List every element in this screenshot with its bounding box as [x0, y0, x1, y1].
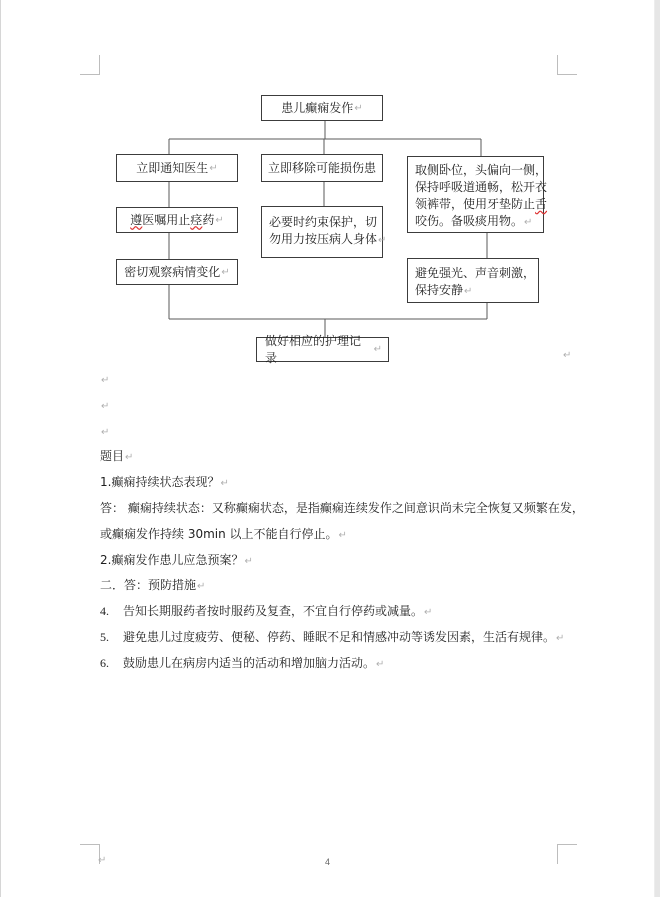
paragraph-mark-icon: ↵ [556, 632, 565, 644]
heading-text: 题目 [100, 449, 125, 464]
document-body [100, 367, 584, 677]
flow-box-positioning [407, 156, 548, 233]
list-number: 5. [100, 629, 109, 644]
flow-box-line: 必要时约束保护，切 [269, 215, 378, 229]
section-heading [100, 444, 570, 470]
list-item [100, 599, 570, 625]
paragraph-mark-icon: ↵ [424, 607, 433, 619]
paragraph-mark-icon: ↵ [338, 529, 347, 541]
answer-1-line-2 [100, 522, 570, 548]
crop-mark-bottom-right [557, 844, 577, 864]
list-number: 6. [100, 655, 109, 670]
paragraph-mark-icon: ↵ [101, 375, 110, 386]
flow-box-line: 保持呼吸道通畅，松开衣 [415, 180, 548, 194]
paragraph-mark-icon: ↵ [209, 162, 218, 174]
paragraph-mark-icon: ↵ [464, 286, 473, 297]
flow-box-remove-hazards [261, 154, 383, 182]
spellcheck-flagged-text: 舌 [535, 197, 548, 211]
answer-1-line-1 [100, 496, 584, 522]
answer-2-heading [100, 573, 570, 599]
flow-box-text: 医嘱用止 [142, 212, 191, 227]
flow-box-text: 药 [202, 212, 215, 227]
list-item [100, 625, 570, 651]
empty-paragraph [100, 367, 570, 393]
flow-box-line: 取侧卧位，头偏向一侧， [415, 163, 548, 177]
answer-text: 答： 癫痫持续状态：又称癫痫状态，是指癫痫连续发作之间意识尚未完全恢复又频繁在发， [100, 500, 584, 515]
paragraph-mark-icon: ↵ [563, 350, 572, 361]
paragraph-mark-icon: ↵ [524, 217, 533, 228]
paragraph-mark-icon: ↵ [197, 581, 206, 593]
flow-box-text: 立即移除可能损伤患 [268, 160, 377, 175]
paragraph-mark-icon: ↵ [373, 344, 382, 355]
flow-box-text: 立即通知医生 [136, 160, 209, 175]
paragraph-mark-icon: ↵ [125, 452, 134, 464]
paragraph-mark-icon: ↵ [215, 214, 224, 226]
flow-box-line: 咬伤。备吸痰用物。 [415, 214, 524, 228]
paragraph-mark-icon: ↵ [101, 400, 110, 412]
paragraph-mark-icon: ↵ [221, 266, 230, 278]
flow-box-end [256, 333, 389, 365]
flow-box-line: 领裤带，使用牙垫防止 [415, 197, 536, 211]
page-number: 4 [325, 857, 331, 867]
answer-text: 或癫痫发作持续 30min 以上不能自行停止。 [100, 526, 338, 541]
flow-box-text: 做好相应的护理记录 [265, 333, 362, 365]
paragraph-mark-icon: ↵ [376, 658, 385, 670]
spellcheck-flagged-text: 痉 [190, 212, 203, 227]
flow-box-start [261, 95, 383, 121]
paragraph-mark-icon: ↵ [98, 855, 107, 866]
flow-box-quiet [407, 258, 539, 303]
list-item [100, 651, 570, 677]
list-number: 4. [100, 604, 109, 619]
question-1 [100, 470, 570, 496]
empty-paragraph [100, 419, 570, 445]
flow-box-restraint [261, 206, 387, 258]
paragraph-mark-icon: ↵ [354, 102, 363, 114]
answer-heading-text: 二．答：预防措施 [100, 578, 197, 593]
empty-paragraph [100, 393, 570, 419]
paragraph-mark-icon: ↵ [244, 555, 253, 567]
spellcheck-flagged-text: 遵 [130, 212, 143, 227]
flow-box-notify-doctor [116, 154, 238, 182]
crop-mark-bottom-left [80, 844, 100, 864]
list-item-text: 告知长期服药者按时服药及复查，不宜自行停药或减量。 [123, 604, 424, 619]
flow-box-line: 勿用力按压病人身体 [269, 232, 378, 246]
list-item-text: 鼓励患儿在病房内适当的活动和增加脑力活动。 [123, 655, 376, 670]
question-2 [100, 548, 570, 574]
question-text: 2.癫痫发作患儿应急预案？ [100, 552, 244, 567]
flow-box-medication [116, 207, 238, 233]
list-item-text: 避免患儿过度疲劳、便秘、停药、睡眠不足和情感冲动等诱发因素，生活有规律。 [123, 629, 556, 644]
flow-box-line: 保持安静 [415, 283, 464, 297]
flow-box-observe [116, 259, 238, 285]
paragraph-mark-icon: ↵ [220, 478, 229, 490]
flow-box-line: 避免强光、声音刺激， [415, 266, 536, 280]
flow-box-text: 患儿癫痫发作 [281, 100, 354, 115]
paragraph-mark-icon: ↵ [101, 426, 110, 438]
flow-box-text: 密切观察病情变化 [124, 264, 221, 279]
paragraph-mark-icon: ↵ [378, 235, 387, 246]
question-text: 1.癫痫持续状态表现？ [100, 475, 220, 490]
